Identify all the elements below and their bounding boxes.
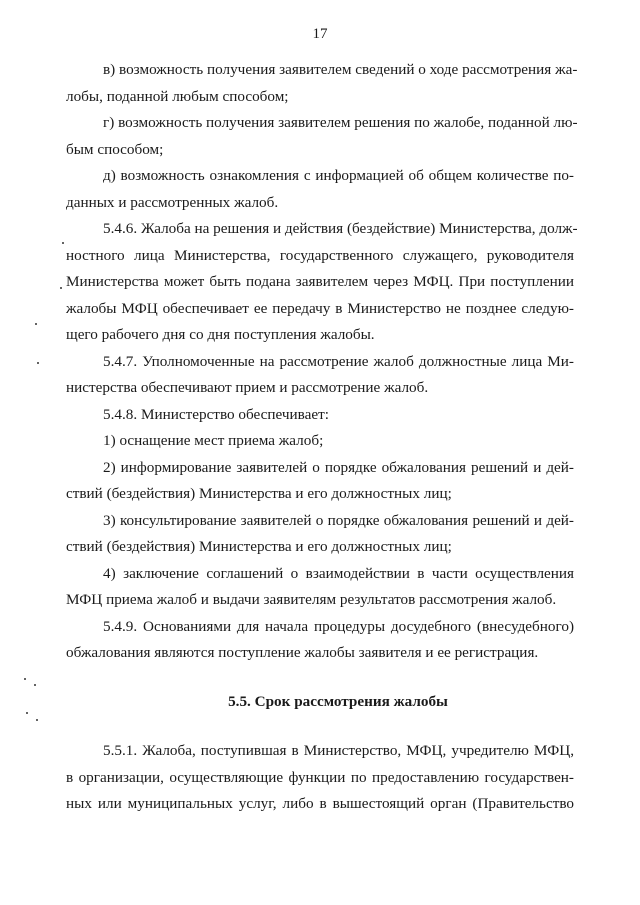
text-line: МФЦ приема жалоб и выдачи заявителям результатов рассмотрения жалоб. [66, 591, 557, 608]
scan-speck [26, 712, 28, 714]
scan-speck [37, 362, 39, 364]
scan-speck [35, 323, 37, 325]
text-line: бым способом; [66, 140, 164, 158]
scan-speck [62, 242, 64, 244]
scan-speck [60, 287, 62, 289]
text-line: ностного лица Министерства, государственного служащего, руководителя [66, 246, 574, 264]
text-line: щего рабочего дня со дня поступления жалобы. [66, 326, 375, 343]
text-line: данных и рассмотренных жалоб. [66, 193, 279, 211]
text-line: в) возможность получения заявителем сведений о ходе рассмотрения жа- [103, 61, 578, 78]
text-line: 2) информирование заявителей о порядке обжалования решений и дей- [103, 458, 574, 476]
text-line: 4) заключение соглашений о взаимодействии в части осуществления [103, 564, 574, 582]
text-line: 3) консультирование заявителей о порядке обжалования решений и дей- [103, 511, 574, 529]
section-heading: 5.5. Срок рассмотрения жалобы [228, 692, 448, 710]
text-line: 5.5.1. Жалоба, поступившая в Министерство, МФЦ, учредителю МФЦ, [103, 742, 574, 759]
document-body [66, 57, 578, 818]
scan-speck [24, 678, 26, 680]
page-number: 17 [312, 26, 328, 42]
text-line: нистерства обеспечивают прием и рассмотрение жалоб. [66, 379, 429, 396]
text-line: д) возможность ознакомления с информацией об общем количестве по- [103, 167, 574, 184]
text-line: ствий (бездействия) Министерства и его должностных лиц; [66, 538, 452, 555]
text-line: г) возможность получения заявителем решения по жалобе, поданной лю- [103, 114, 578, 131]
scan-speck [36, 719, 38, 721]
text-line: жалобы МФЦ обеспечивает ее передачу в Министерство не позднее следую- [66, 299, 574, 317]
text-line: лобы, поданной любым способом; [66, 87, 289, 105]
text-line: 5.4.9. Основаниями для начала процедуры досудебного (внесудебного) [103, 617, 574, 635]
text-line: ствий (бездействия) Министерства и его должностных лиц; [66, 485, 452, 502]
text-line: Министерства может быть подана заявителем через МФЦ. При поступлении [66, 273, 574, 290]
text-line: 5.4.6. Жалоба на решения и действия (бездействие) Министерства, долж- [103, 220, 578, 237]
text-line: в организации, осуществляющие функции по предоставлению государствен- [66, 768, 574, 786]
text-line: 5.4.8. Министерство обеспечивает: [103, 405, 329, 423]
text-line: 5.4.7. Уполномоченные на рассмотрение жалоб должностные лица Ми- [103, 352, 574, 370]
scan-speck [34, 684, 36, 686]
text-line: обжалования являются поступление жалобы заявителя и ее регистрация. [66, 644, 539, 661]
text-line: 1) оснащение мест приема жалоб; [103, 432, 324, 449]
text-line: ных или муниципальных услуг, либо в вышестоящий орган (Правительство [66, 795, 574, 812]
